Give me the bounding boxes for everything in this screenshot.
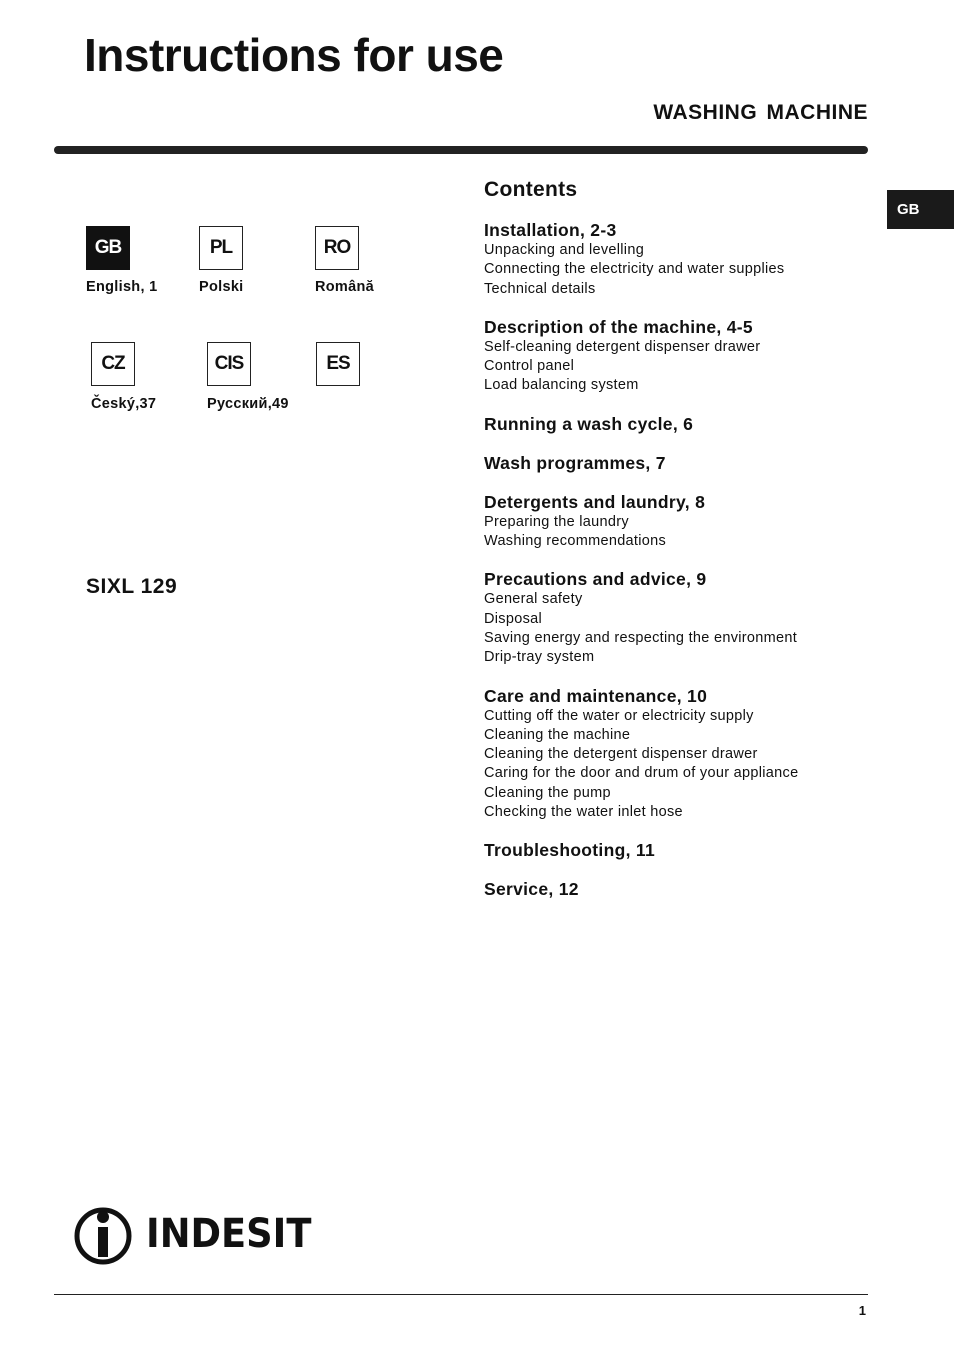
contents-section [484,491,884,552]
section-heading[interactable]: Wash programmes, 7 [484,452,666,473]
indesit-logo-icon [72,1203,134,1265]
section-item[interactable]: Cleaning the detergent dispenser drawer [484,746,758,763]
section-heading[interactable]: Precautions and advice, 9 [484,569,707,590]
section-item[interactable]: Connecting the electricity and water supplies [484,261,785,278]
language-box-cz[interactable]: CZ [91,342,135,386]
brand-name: INDESIT [146,1211,312,1257]
contents-section [484,839,884,861]
section-heading[interactable]: Service, 12 [484,879,579,900]
section-item[interactable]: Checking the water inlet hose [484,804,683,821]
contents-section [484,413,884,435]
contents-title: Contents [484,178,578,201]
page-number: 1 [858,1303,866,1318]
contents-sections [484,219,884,900]
language-label-pl: Polski [199,279,244,295]
contents-section [484,685,884,823]
footer-divider [54,1294,868,1295]
section-heading[interactable]: Installation, 2-3 [484,220,617,240]
table-of-contents [484,178,884,917]
section-heading[interactable]: Running a wash cycle, 6 [484,413,694,434]
language-label-cis: Русский,49 [207,396,289,412]
section-item[interactable]: Cleaning the pump [484,784,611,801]
section-item[interactable]: Caring for the door and drum of your appliance [484,765,799,782]
section-item[interactable]: Disposal [484,610,543,627]
language-box-es[interactable]: ES [316,342,360,386]
language-side-tab: GB [887,190,954,229]
language-box-pl[interactable]: PL [199,226,243,270]
section-heading[interactable]: Description of the machine, 4-5 [484,316,753,337]
language-label-cz: Český,37 [91,396,157,412]
section-item[interactable]: Cleaning the machine [484,726,631,743]
section-item[interactable]: Saving energy and respecting the environment [484,629,798,646]
contents-section [484,878,884,900]
section-item[interactable]: Self-cleaning detergent dispenser drawer [484,338,761,355]
section-heading[interactable]: Detergents and laundry, 8 [484,491,706,512]
model-number: SIXL 129 [86,575,178,598]
product-type: WASHING MACHINE [653,101,868,124]
section-item[interactable]: Unpacking and levelling [484,242,645,258]
header-divider [54,146,868,154]
language-box-cis[interactable]: CIS [207,342,251,386]
section-item[interactable]: General safety [484,591,583,608]
page-title: Instructions for use [84,29,504,81]
language-box-ro[interactable]: RO [315,226,359,270]
contents-section [484,568,884,667]
language-label-ro: Română [315,279,375,295]
language-label-gb: English, 1 [86,279,158,295]
section-item[interactable]: Control panel [484,358,575,375]
section-heading[interactable]: Troubleshooting, 11 [484,840,655,861]
section-item[interactable]: Preparing the laundry [484,513,629,530]
brand-logo [72,1203,326,1265]
contents-section [484,452,884,474]
contents-section [484,316,884,396]
section-item[interactable]: Drip-tray system [484,649,595,666]
contents-section [484,219,884,299]
section-item[interactable]: Technical details [484,280,596,297]
section-item[interactable]: Load balancing system [484,377,639,394]
section-heading[interactable]: Care and maintenance, 10 [484,685,708,706]
language-box-gb[interactable]: GB [86,226,130,270]
section-item[interactable]: Washing recommendations [484,533,667,550]
section-item[interactable]: Cutting off the water or electricity supply [484,707,754,724]
